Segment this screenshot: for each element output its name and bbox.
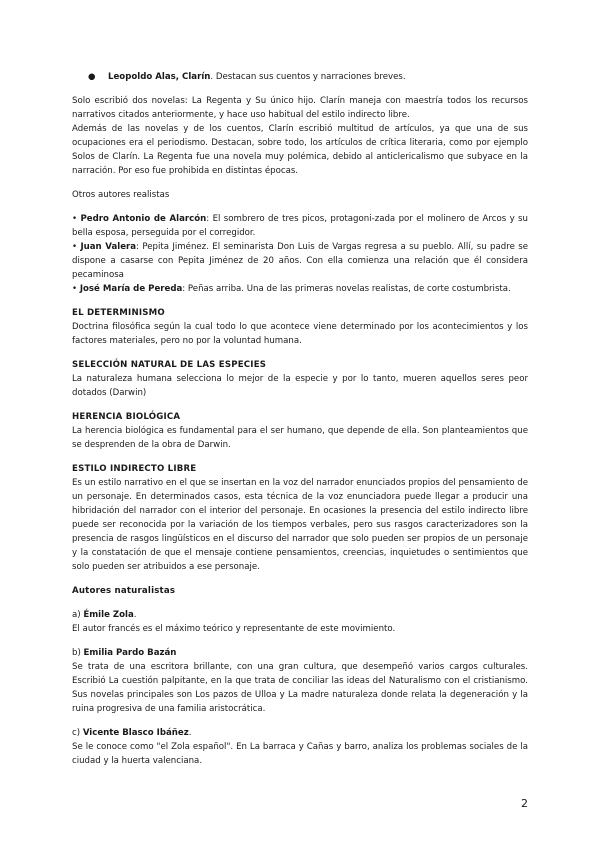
clarin-bullet [88,70,528,84]
naturalista-body: Se trata de una escritora brillante, con una gran cultura, que desempeñó varios cargos culturales. Escribió La cuestión palpitante, en la que trata de conciliar las ideas del Naturalismo con el cristianismo. Sus novelas principales son Los pazos de Ulloa y La madre naturaleza donde relata la degeneración y la ruina progresiva de una familia aristocrática. [72,662,528,714]
page-number: 2 [521,797,528,810]
naturalista-heading: a) Émile Zola. [72,610,137,620]
author-name: Pedro Antonio de Alarcón [80,214,207,224]
section-heading: ESTILO INDIRECTO LIBRE [72,464,197,474]
section-heading: EL DETERMINISMO [72,308,165,318]
clarin-paragraph-1: Solo escribió dos novelas: La Regenta y Su único hijo. Clarín maneja con maestría todos los recursos narrativos citados anteriormente, y hace uso habitual del estilo indirecto libre. [72,96,528,120]
naturalistas-title: Autores naturalistas [72,586,176,596]
naturalista-heading: c) Vicente Blasco Ibáñez. [72,728,192,738]
author-name: José María de Pereda [79,284,183,294]
otros-item: • Juan Valera: Pepita Jiménez. El seminarista Don Luis de Vargas regresa a su pueblo. Allí, su padre se dispone a casarse con Pepita Jiménez de 20 años. Con ella comienza una relación que él considera pecaminosa [72,242,528,280]
page-content [72,70,528,768]
otros-title: Otros autores realistas [72,190,170,200]
author-name: Leopoldo Alas, Clarín [108,72,211,82]
section-body: Doctrina filosófica según la cual todo lo que acontece viene determinado por los acontecimientos y los factores materiales, pero no por la voluntad humana. [72,322,528,346]
naturalista-body: El autor francés es el máximo teórico y representante de este movimiento. [72,624,396,634]
section-body: Es un estilo narrativo en el que se insertan en la voz del narrador enunciados propios del pensamiento de un personaje. En determinados casos, esta técnica de la voz enunciadora puede llegar a producir una hibridación del narrador con el interior del personaje. En ocasiones la presencia del estilo indirecto libre puede ser reconocida por la variación de los tiempos verbales, pero sus rasgos caracterizadores son la presencia de rasgos lingüísticos en el discurso del narrador que solo pueden ser propios de un personaje y la constatación de que el mensaje contiene pensamientos, creencias, inquietudes o sentimientos que solo pueden ser atribuidos a ese personaje. [72,478,528,572]
author-name: Juan Valera [80,242,137,252]
clarin-paragraph-2: Además de las novelas y de los cuentos, Clarín escribió multitud de artículos, ya que una de sus ocupaciones era el periodismo. Destacan, sobre todo, los artículos de crítica literaria, como por ejemplo Solos de Clarín. La Regenta fue una novela muy polémica, debido al anticlericalismo que subyace en la narración. Por eso fue prohibida en distintas épocas. [72,124,528,176]
section-heading: SELECCIÓN NATURAL DE LAS ESPECIES [72,360,267,370]
otros-item: • José María de Pereda: Peñas arriba. Una de las primeras novelas realistas, de corte costumbrista. [72,284,511,294]
naturalista-heading: b) Emilia Pardo Bazán [72,648,177,658]
naturalista-body: Se le conoce como "el Zola español". En La barraca y Cañas y barro, analiza los problemas sociales de la ciudad y la huerta valenciana. [72,742,528,766]
author-desc: . Destacan sus cuentos y narraciones breves. [210,72,406,82]
section-body: La herencia biológica es fundamental para el ser humano, que depende de ella. Son planteamientos que se desprenden de la obra de Darwin. [72,426,528,450]
bullet-icon: ● [88,72,96,82]
otros-item: • Pedro Antonio de Alarcón: El sombrero de tres picos, protagoni-zada por el molinero de Arcos y su bella esposa, perseguida por el corregidor. [72,214,528,238]
section-body: La naturaleza humana selecciona lo mejor de la especie y por lo tanto, mueren aquellos seres peor dotados (Darwin) [72,374,528,398]
section-heading: HERENCIA BIOLÓGICA [72,412,181,422]
